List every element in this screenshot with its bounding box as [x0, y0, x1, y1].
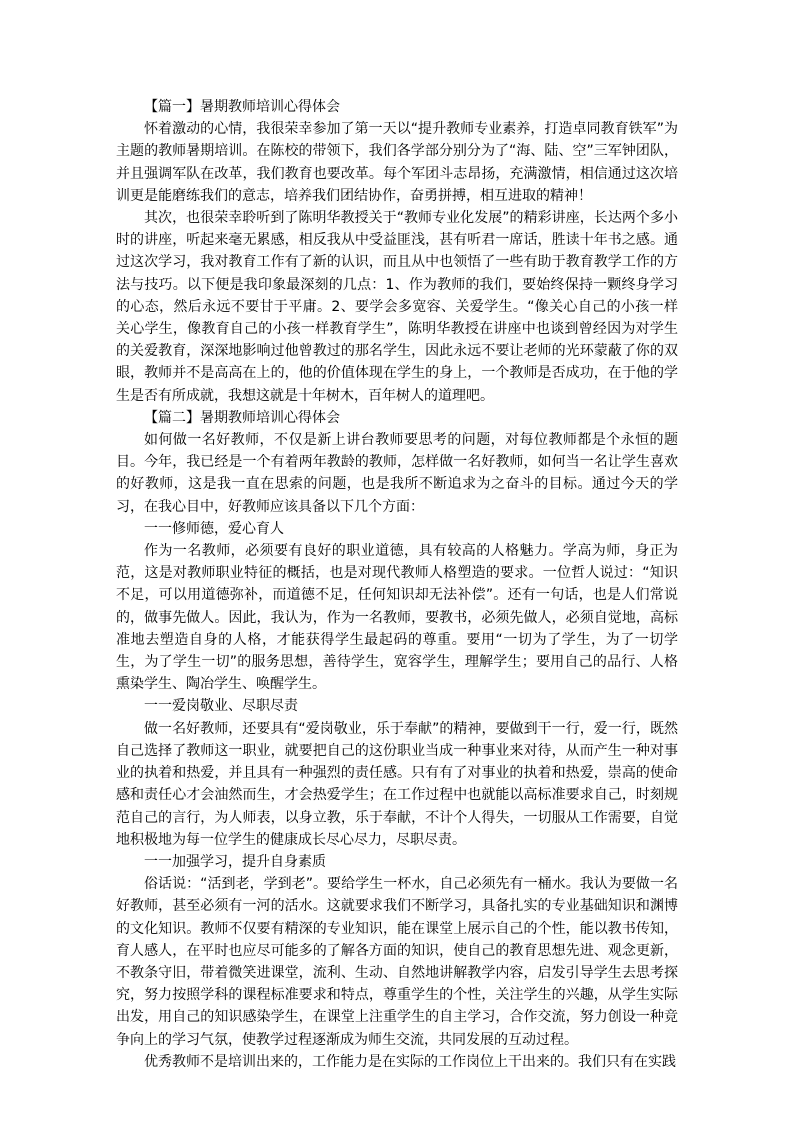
paragraph: 其次，也很荣幸聆听到了陈明华教授关于“教师专业化发展”的精彩讲座，长达两个多小时的讲座，听起来毫无累感，相反我从中受益匪浅，甚有听君一席话，胜读十年书之感。通过这次学习，我对教育工作有了新的认识，而且从中也领悟了一些有助于教育教学工作的方法与技巧。以下便是我印象最深刻的几点：1、作为教师的我们，要始终保持一颗终身学习的心态，然后永远不要甘于平庸。2、要学会多宽容、关爱学生。“像关心自己的小孩一样关心学生，像教育自己的小孩一样教育学生”，陈明华教授在讲座中也谈到曾经因为对学生的关爱教育，深深地影响过他曾教过的那名学生，因此永远不要让老师的光环蒙蔽了你的双眼，教师并不是高高在上的，他的价值体现在学生的身上，一个教师是否成功，在于他的学生是否有所成就，我想这就是十年树木，百年树人的道理吧。 — [116, 210, 678, 404]
paragraph: 怀着激动的心情，我很荣幸参加了第一天以“提升教师专业素养，打造卓同教育铁军”为主题的教师暑期培训。在陈校的带领下，我们各学部分别分为了“海、陆、空”三军钟团队，并且强调军队在改革，我们教育也要改革。每个军团斗志昂扬，充满激情，相信通过这次培训更是能磨练我们的意志，培养我们团结协作，奋勇拼搏，相互进取的精神！ — [116, 121, 678, 204]
section-heading: 【篇一】暑期教师培训心得体会 — [144, 99, 340, 115]
paragraph: 俗话说：“活到老，学到老”。要给学生一杯水，自己必须先有一桶水。我认为要做一名好教师，甚至必须有一河的活水。这就要求我们不断学习，具备扎实的专业基础知识和渊博的文化知识。教师不仅要有精深的专业知识，能在课堂上展示自己的个性，能以教书传知，育人感人，在平时也应尽可能多的了解各方面的知识，使自己的教育思想先进、观念更新，不教条守旧，带着微笑进课堂，流利、生动、自然地讲解教学内容，启发引导学生去思考探究，努力按照学科的课程标准要求和特点，尊重学生的个性，关注学生的兴趣，从学生实际出发，用自己的知识感染学生，在课堂上注重学生的自主学习，合作交流，努力创设一种竞争向上的学习气氛，使教学过程逐渐成为师生交流，共同发展的互动过程。 — [116, 876, 678, 1048]
paragraph: 优秀教师不是培训出来的，工作能力是在实际的工作岗位上干出来的。我们只有在实践 — [144, 1053, 676, 1070]
subsection-title: 一一修师德，爱心育人 — [144, 520, 284, 537]
subsection-title: 一一爱岗敬业、尽职尽责 — [144, 698, 298, 715]
paragraph: 作为一名教师，必须要有良好的职业道德，具有较高的人格魅力。学高为师，身正为范，这是对教师职业特征的概括，也是对现代教师人格塑造的要求。一位哲人说过：“知识不足，可以用道德弥补，而道德不足，任何知识却无法补偿”。还有一句话，也是人们常说的，做事先做人。因此，我认为，作为一名教师，要教书，必须先做人，必须自觉地，高标准地去塑造自身的人格，才能获得学生最起码的尊重。要用“一切为了学生，为了一切学生，为了学生一切”的服务思想，善待学生，宽容学生，理解学生；要用自己的品行、人格熏染学生、陶冶学生、唤醒学生。 — [116, 543, 678, 693]
paragraph: 做一名好教师，还要具有“爱岗敬业，乐于奉献”的精神，要做到干一行，爱一行，既然自己选择了教师这一职业，就要把自己的这份职业当成一种事业来对待，从而产生一种对事业的执着和热爱，并且具有一种强烈的责任感。只有有了对事业的执着和热爱，崇高的使命感和责任心才会油然而生，才会热爱学生；在工作过程中也就能以高标准要求自己，时刻规范自己的言行，为人师表，以身立教，乐于奉献，不计个人得失，一切服从工作需要，自觉地积极地为每一位学生的健康成长尽心尽力，尽职尽责。 — [116, 720, 678, 848]
subsection-title: 一一加强学习，提升自身素质 — [144, 853, 326, 870]
section-heading: 【篇二】暑期教师培训心得体会 — [144, 409, 340, 426]
document-page — [116, 96, 678, 1073]
paragraph: 如何做一名好教师，不仅是新上讲台教师要思考的问题，对每位教师都是个永恒的题目。今年，我已经是一个有着两年教龄的教师，怎样做一名好教师，如何当一名让学生喜欢的好教师，这是我一直在思索的问题，也是我所不断追求为之奋斗的目标。通过今天的学习，在我心目中，好教师应该具备以下几个方面： — [116, 432, 678, 515]
